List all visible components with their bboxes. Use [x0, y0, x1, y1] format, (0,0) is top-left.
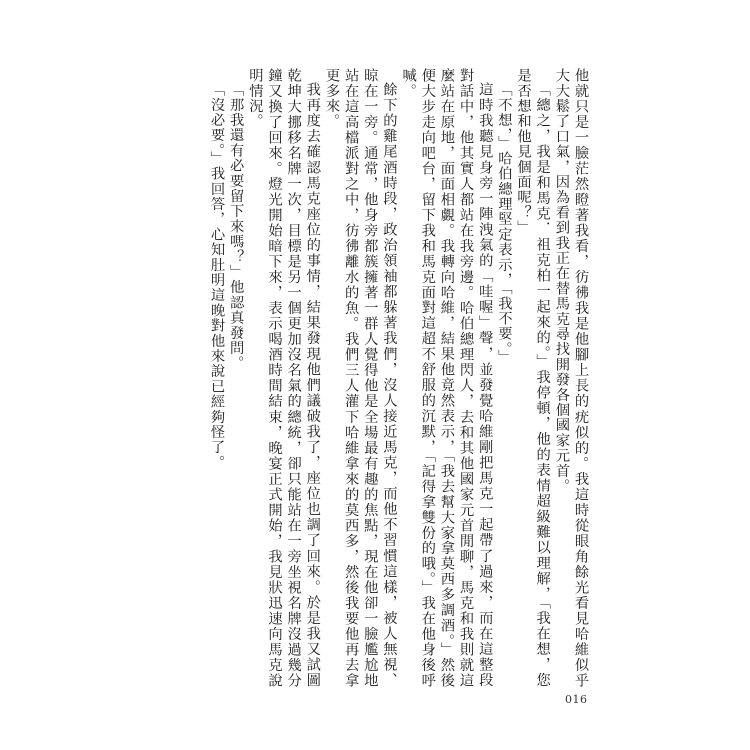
paragraph-1: 他就只是一臉茫然瞪著我看，彷彿我是他腳上長的疣似的。我這時從眼角餘光看見哈維似乎大大鬆了口氣，因為看到我正在替馬克尋找開發各個國家元首。	[553, 68, 589, 688]
paragraph-7: 「那我還有必要留下來嗎？」他認真發問。	[228, 82, 245, 372]
paragraph-4: 這時我聽見身旁一陣洩氣的「哇喔」聲，並發覺哈維剛把馬克一起帶了過來，而在這整段對話中，他其實人都站在我旁邊。哈伯總理閃人，去和其他國家元首閒聊，馬克和我則就這麼站在原地，面面相覷。我轉向哈維，結果他竟然表示，「我去幫大家拿莫西多調酒。」然後便大步走向吧台，留下我和馬克面對這超不舒服的沉默，「記得拿雙份的哦。」我在他身後呼喊。	[400, 68, 494, 688]
paragraph-3: 「不想，」哈伯總理堅定表示，「我不要。」	[496, 82, 513, 365]
page-number: 016	[565, 693, 588, 706]
paragraph-6: 我再度去確認馬克座位的事情，結果發現他們議破我了，座位也調了回來。於是我又試圖乾坤大挪移名牌一次，目標是另一個更加沒名氣的總統，卻只能站在一旁坐視名牌沒過幾分鐘又換了回來。燈光開始暗下來，表示喝酒時間結束，晚宴正式開始，我見狀迅速向馬克說明情況。	[247, 68, 321, 688]
vertical-text-body	[207, 68, 590, 688]
paragraph-5: 餘下的雞尾酒時段，政治領袖都躲著我們，沒人接近馬克，而他不習慣這樣，被人無視、晾在一旁。通常，他身旁都簇擁著一群人覺得他是全場最有趣的焦點，現在他卻一臉尷尬地站在這高檔派對之中，彷彿離水的魚。我們三人灌下哈維拿來的莫西多，然後我要他再去拿更多來。	[323, 68, 398, 688]
paragraph-8: 「沒必要。」我回答，心知肚明這晚對他來說已經夠怪了。	[209, 82, 226, 471]
paragraph-2: 「總之，我是和馬克．祖克柏一起來的。」我停頓，他的表情超級難以理解，「我在想，您是否想和他見個面呢？」	[515, 68, 551, 688]
